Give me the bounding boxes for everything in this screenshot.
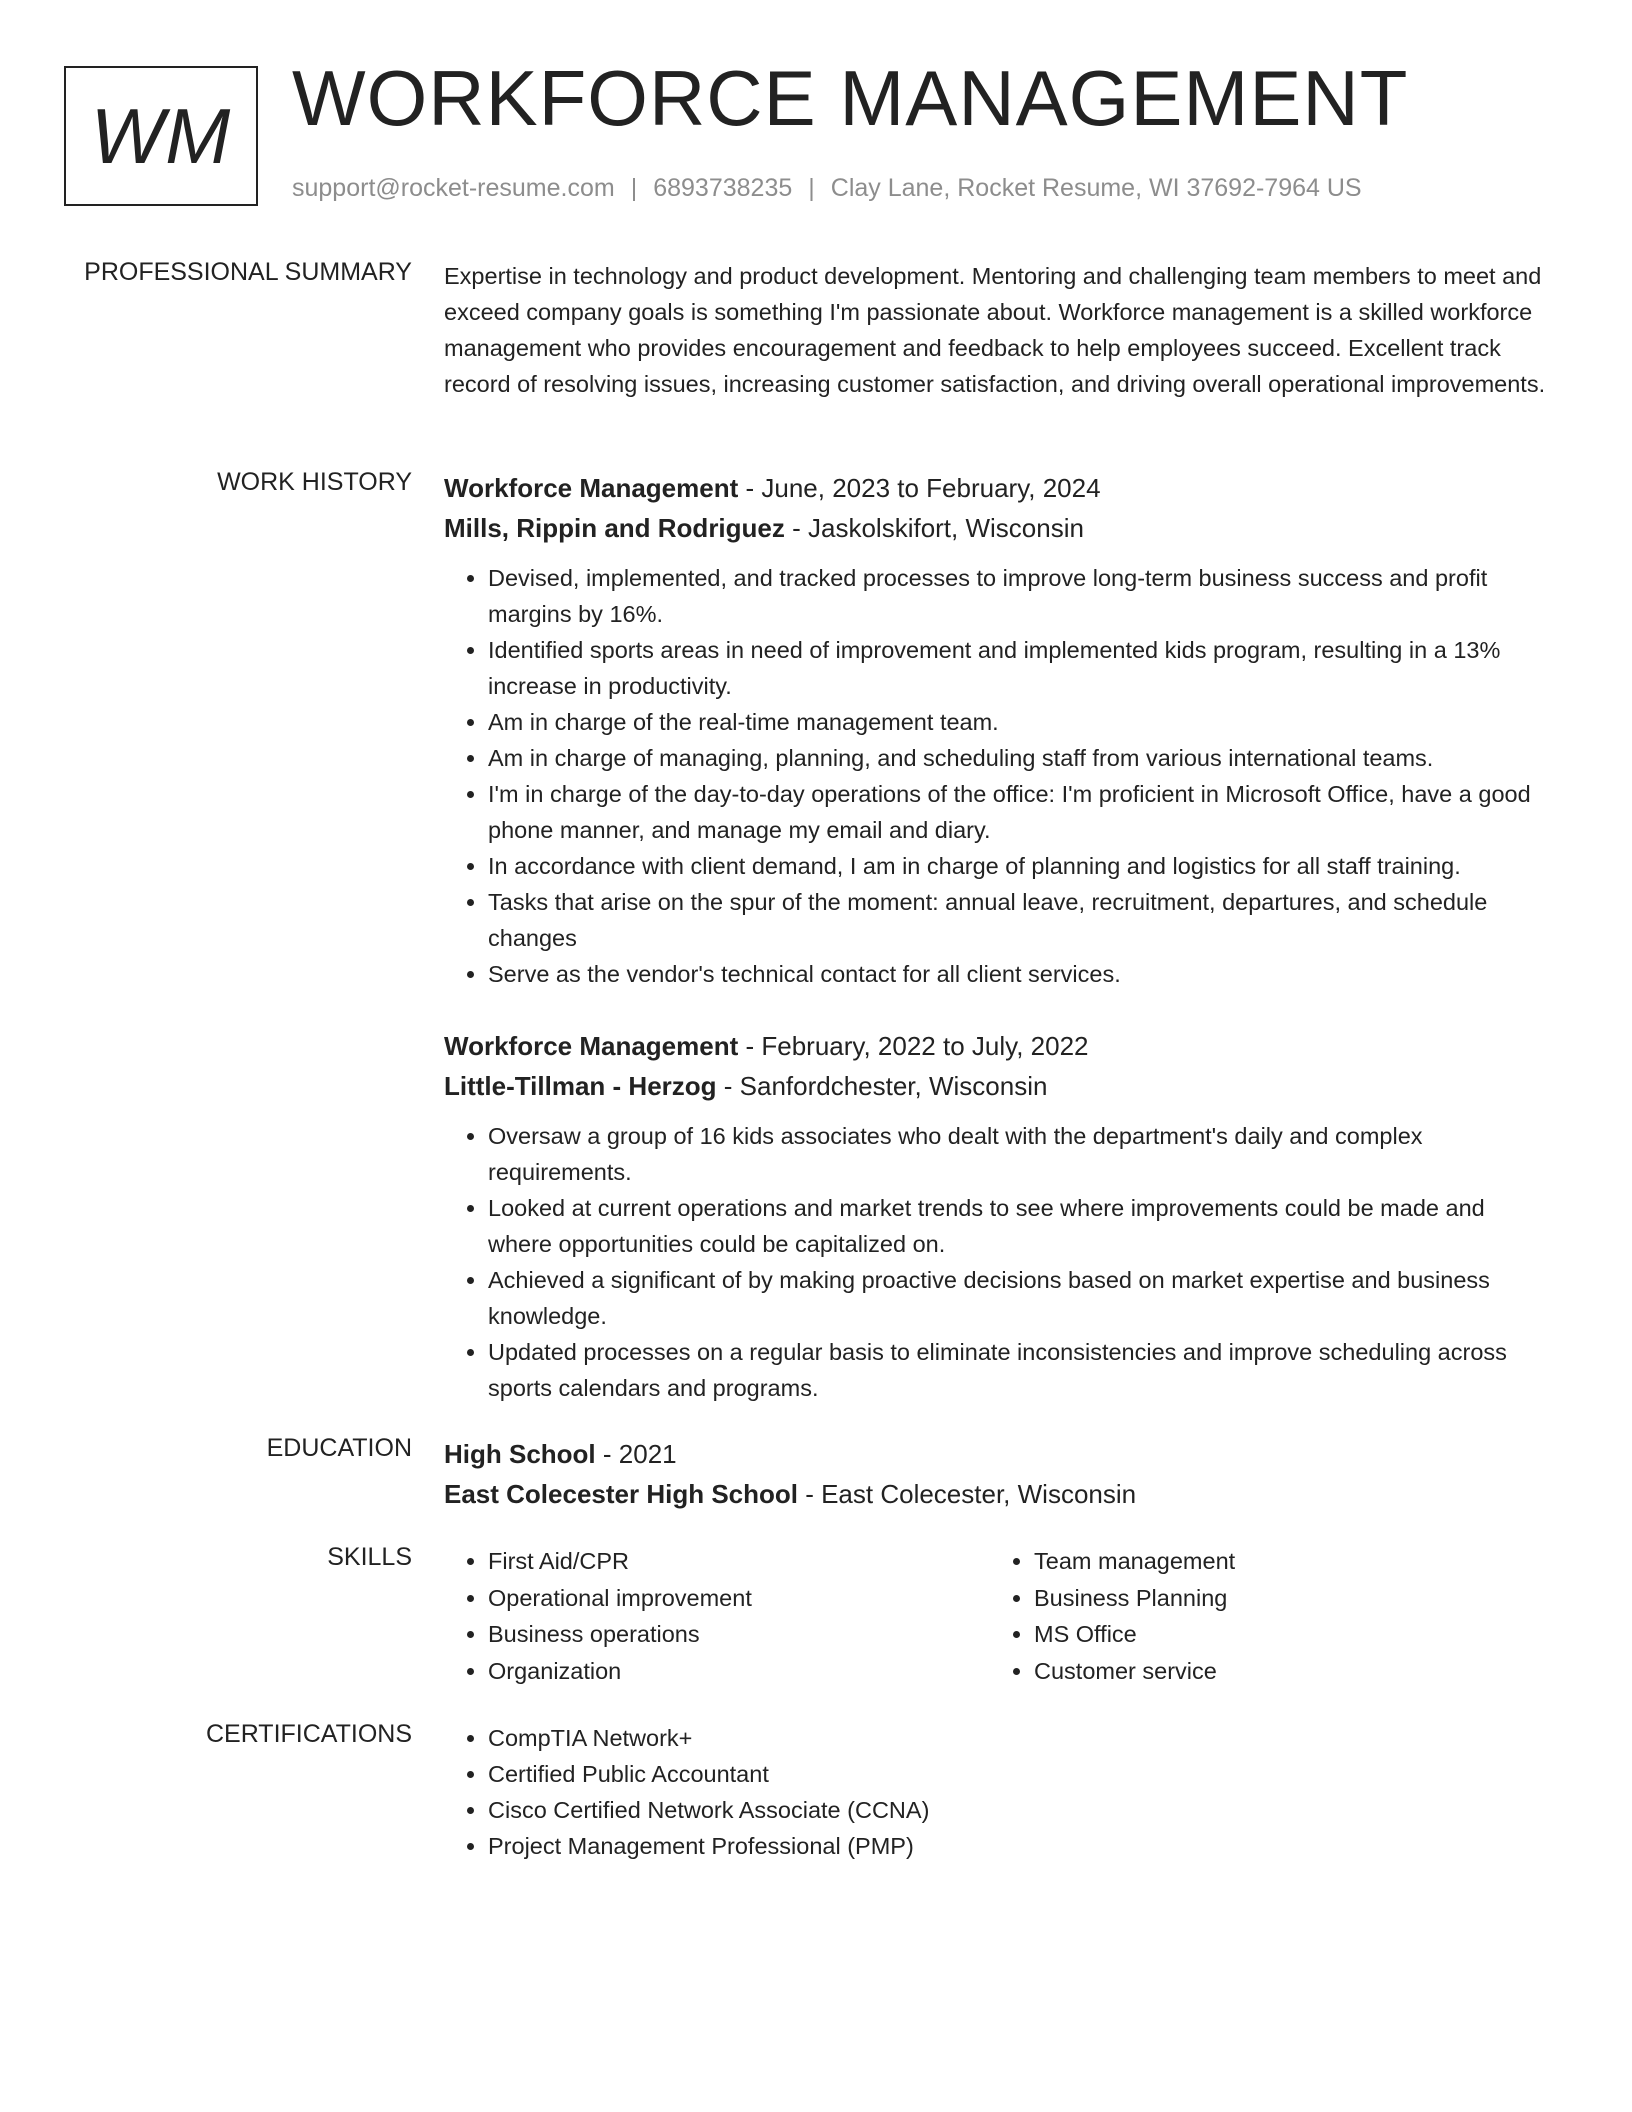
contact-phone: 6893738235	[653, 174, 793, 202]
summary-body	[444, 258, 1552, 402]
contact-address: Clay Lane, Rocket Resume, WI 37692-7964 US	[830, 174, 1362, 202]
job-entry	[444, 468, 1552, 992]
skills-list-left	[444, 1543, 990, 1689]
monogram-text: WM	[90, 91, 232, 180]
resume-name: WORKFORCE MANAGEMENT	[292, 54, 1409, 142]
job-title-line	[444, 1026, 1552, 1066]
job-bullets	[444, 560, 1552, 992]
contact-separator: |	[808, 174, 815, 202]
job-dates: - June, 2023 to February, 2024	[738, 473, 1101, 503]
skill-item: • Business operations	[488, 1616, 990, 1653]
job-bullet: • Achieved a significant of by making proactive decisions based on market expertise and business knowledge.	[488, 1262, 1552, 1334]
contact-separator: |	[630, 174, 638, 202]
certifications-list	[444, 1720, 1552, 1864]
monogram-badge	[64, 66, 258, 206]
skill-item: • Customer service	[1034, 1653, 1536, 1690]
skills-columns	[444, 1543, 1552, 1689]
job-bullet: • Devised, implemented, and tracked processes to improve long-term business success and profit margins by 16%.	[488, 560, 1552, 632]
section-label-work-history: WORK HISTORY	[217, 468, 412, 496]
skill-item: • MS Office	[1034, 1616, 1536, 1653]
job-bullets	[444, 1118, 1552, 1406]
skill-item: • Team management	[1034, 1543, 1536, 1580]
job-dates: - February, 2022 to July, 2022	[738, 1031, 1089, 1061]
skill-item: • Organization	[488, 1653, 990, 1690]
skill-item: • Business Planning	[1034, 1580, 1536, 1617]
job-bullet: • Serve as the vendor's technical contact for all client services.	[488, 956, 1552, 992]
education-school-line	[444, 1474, 1552, 1514]
job-entry	[444, 1026, 1552, 1406]
section-label-skills: SKILLS	[327, 1543, 412, 1571]
job-company-line	[444, 1066, 1552, 1106]
contact-line	[292, 174, 1362, 203]
certification-item: • Certified Public Accountant	[488, 1756, 1552, 1792]
job-bullet: • I'm in charge of the day-to-day operations of the office: I'm proficient in Microsoft Office, have a good phone manner, and manage my email and diary.	[488, 776, 1552, 848]
job-title-line	[444, 468, 1552, 508]
job-company-line	[444, 508, 1552, 548]
job-bullet: • Am in charge of the real-time management team.	[488, 704, 1552, 740]
job-company: Little-Tillman - Herzog	[444, 1071, 717, 1101]
education-body	[444, 1434, 1552, 1514]
certification-item: • Cisco Certified Network Associate (CCNA)	[488, 1792, 1552, 1828]
contact-email: support@rocket-resume.com	[292, 174, 615, 202]
section-label-certifications: CERTIFICATIONS	[205, 1720, 412, 1748]
certification-item: • CompTIA Network+	[488, 1720, 1552, 1756]
work-history-body	[444, 468, 1552, 1440]
job-company: Mills, Rippin and Rodriguez	[444, 513, 785, 543]
certifications-body	[444, 1720, 1552, 1864]
education-location: - East Colecester, Wisconsin	[797, 1479, 1137, 1509]
skill-item: • Operational improvement	[488, 1580, 990, 1617]
job-location: - Jaskolskifort, Wisconsin	[784, 513, 1084, 543]
job-title: Workforce Management	[444, 473, 739, 503]
job-bullet: • Am in charge of managing, planning, and scheduling staff from various international teams.	[488, 740, 1552, 776]
certification-item: • Project Management Professional (PMP)	[488, 1828, 1552, 1864]
summary-text: Expertise in technology and product development. Mentoring and challenging team members to meet and exceed company goals is something I'm passionate about. Workforce management is a skilled workforce management who provides encouragement and feedback to help employees succeed. Excellent track record of resolving issues, increasing customer satisfaction, and driving overall operational improvements.	[444, 263, 1546, 397]
section-label-education: EDUCATION	[266, 1434, 412, 1462]
education-year: - 2021	[595, 1439, 677, 1469]
skill-item: • First Aid/CPR	[488, 1543, 990, 1580]
skills-body	[444, 1543, 1552, 1689]
job-bullet: • In accordance with client demand, I am in charge of planning and logistics for all staff training.	[488, 848, 1552, 884]
job-bullet: • Looked at current operations and market trends to see where improvements could be made and where opportunities could be capitalized on.	[488, 1190, 1552, 1262]
job-bullet: • Identified sports areas in need of improvement and implemented kids program, resulting in a 13% increase in productivity.	[488, 632, 1552, 704]
job-bullet: • Updated processes on a regular basis to eliminate inconsistencies and improve scheduling across sports calendars and programs.	[488, 1334, 1552, 1406]
job-title: Workforce Management	[444, 1031, 739, 1061]
education-degree: High School	[444, 1439, 596, 1469]
skills-list-right	[990, 1543, 1536, 1689]
job-bullet: • Tasks that arise on the spur of the moment: annual leave, recruitment, departures, and schedule changes	[488, 884, 1552, 956]
job-location: - Sanfordchester, Wisconsin	[716, 1071, 1048, 1101]
education-degree-line	[444, 1434, 1552, 1474]
section-label-summary: PROFESSIONAL SUMMARY	[84, 258, 412, 286]
education-school: East Colecester High School	[444, 1479, 798, 1509]
job-bullet: • Oversaw a group of 16 kids associates who dealt with the department's daily and complex requirements.	[488, 1118, 1552, 1190]
